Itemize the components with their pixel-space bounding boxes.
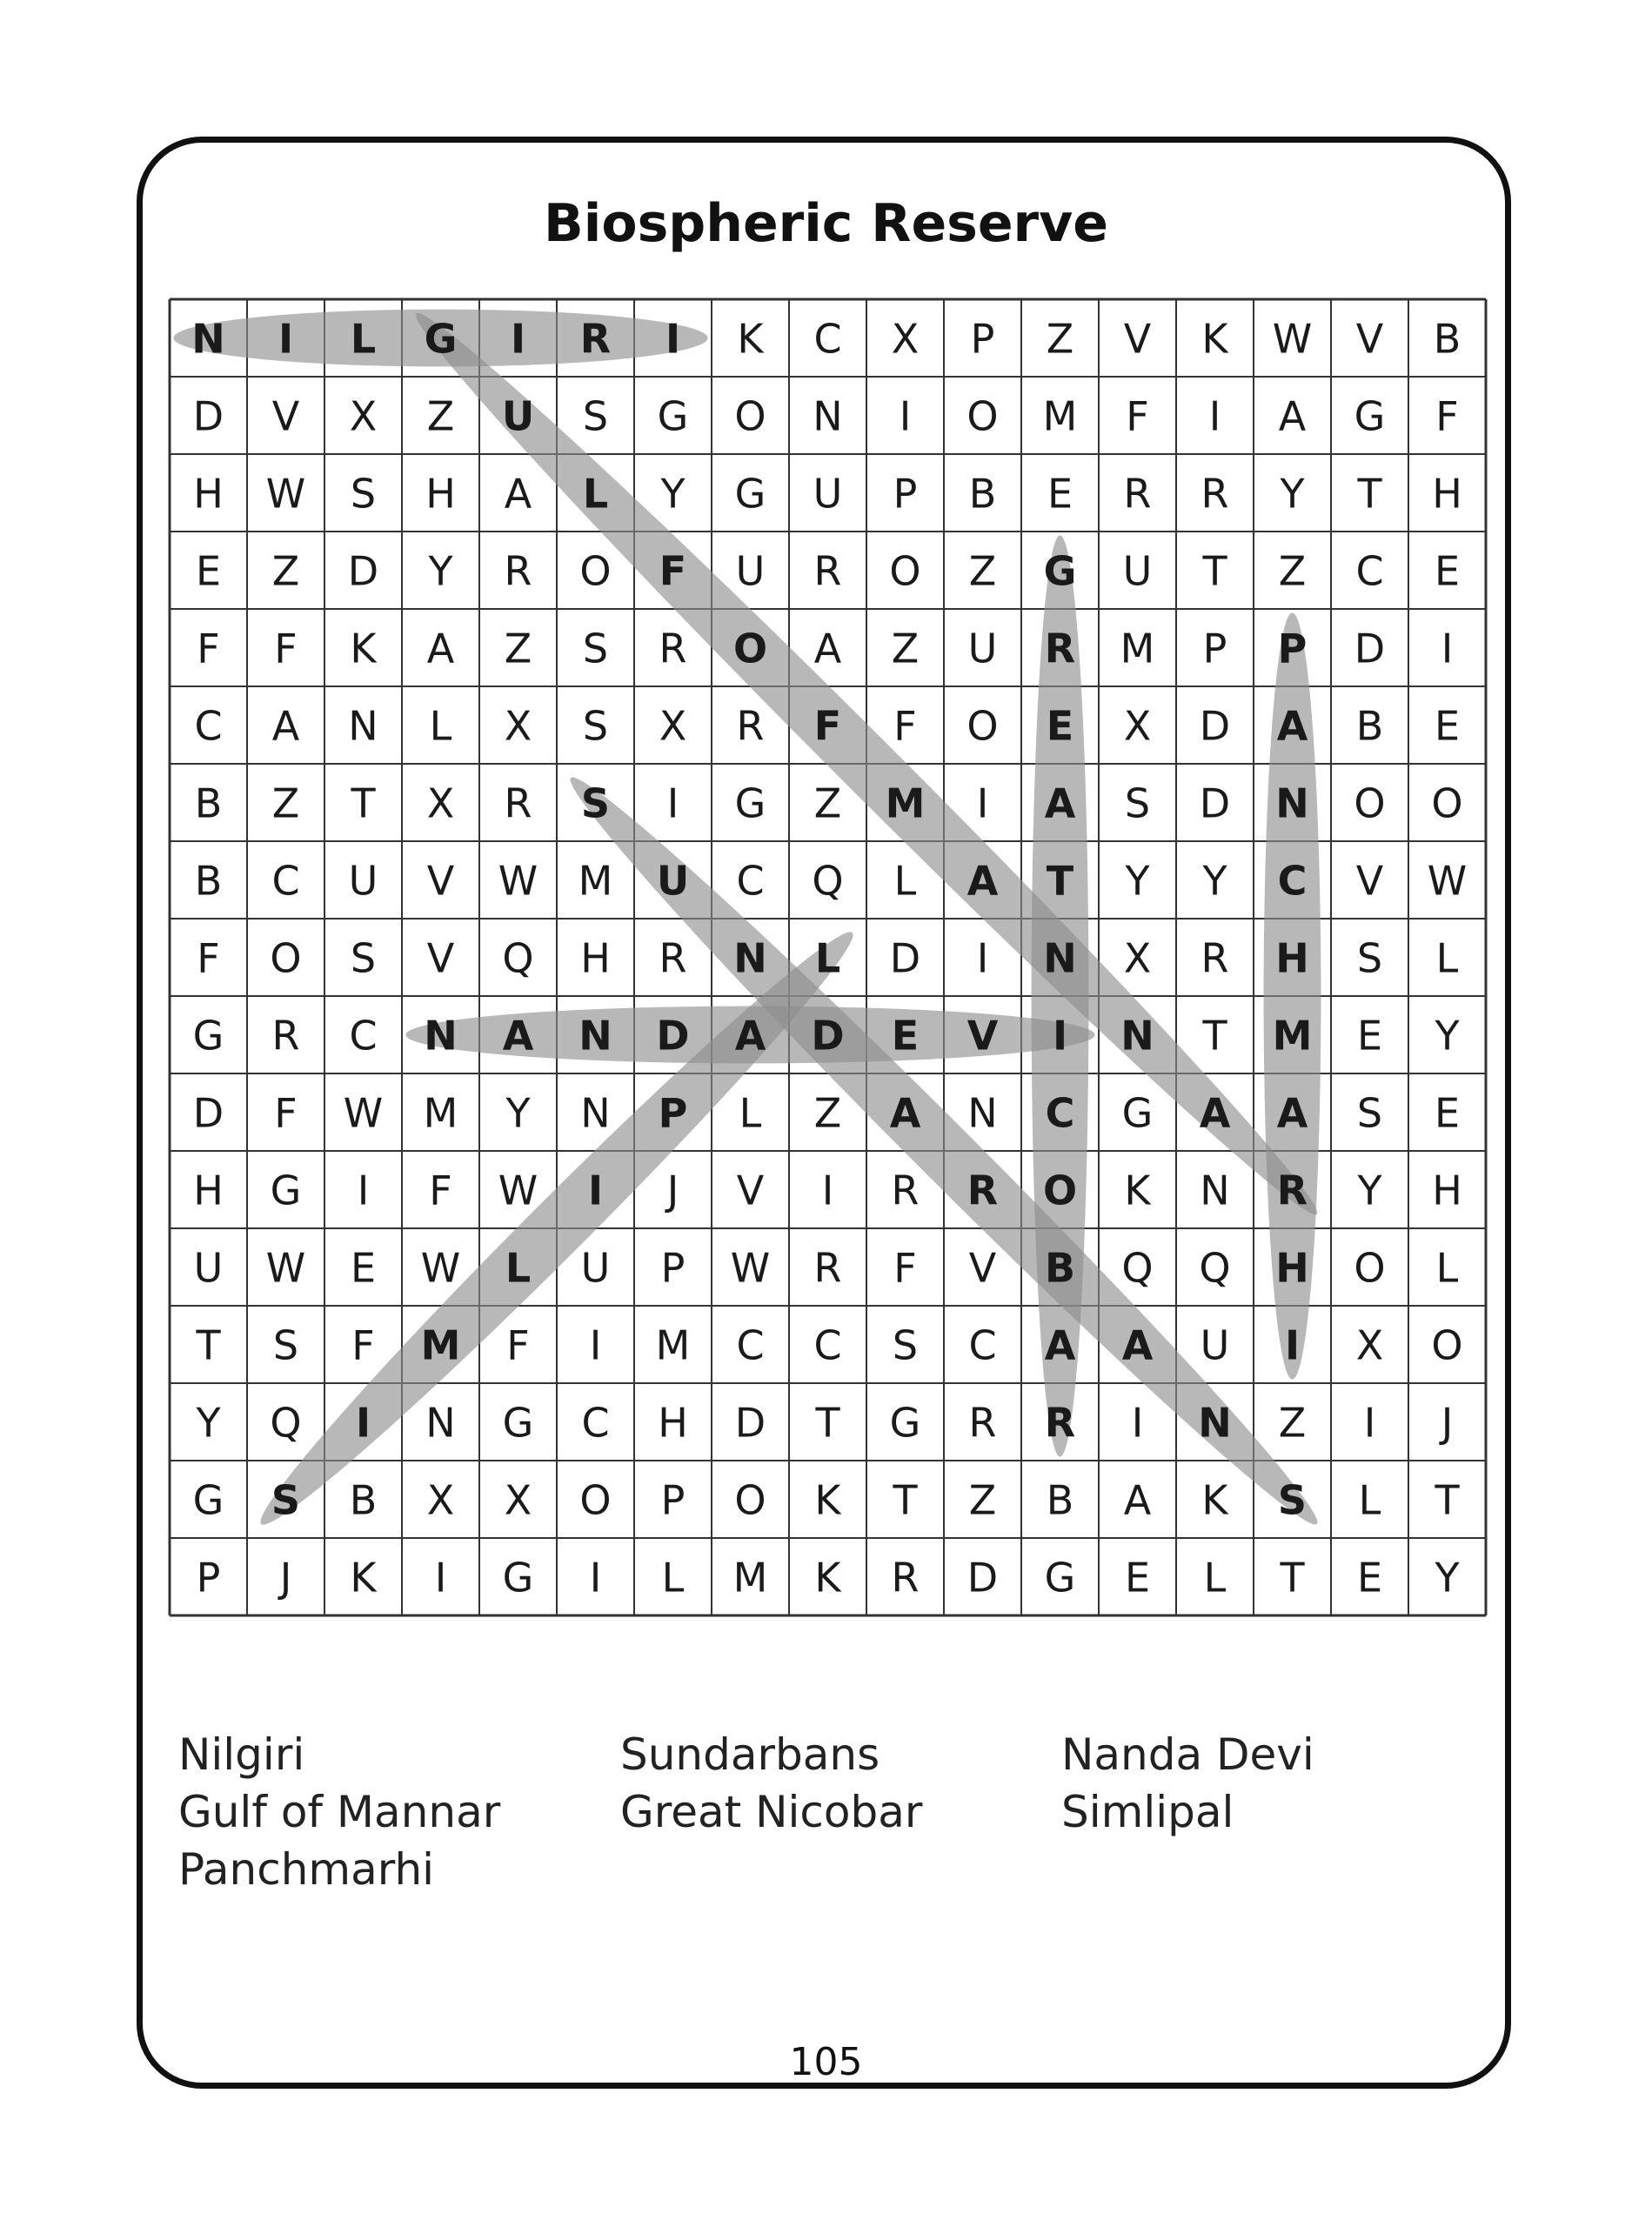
grid-cell[interactable]: B [1433,315,1461,363]
grid-cell[interactable]: I [355,1399,371,1447]
grid-cell[interactable]: U [501,392,535,440]
grid-cell[interactable]: T [1435,1476,1460,1524]
grid-cell[interactable]: N [1043,934,1077,982]
grid-cell[interactable]: A [1199,1089,1231,1137]
grid-cell[interactable]: K [350,1554,377,1602]
grid-cell[interactable]: D [192,1089,224,1137]
grid-cell[interactable]: O [732,625,768,672]
grid-cell[interactable]: Y [1202,857,1227,905]
grid-cell[interactable]: F [893,702,917,750]
grid-cell[interactable]: R [579,315,612,363]
grid-cell[interactable]: P [196,1554,221,1602]
grid-cell[interactable]: G [1354,392,1386,440]
grid-cell[interactable]: O [966,392,999,440]
grid-cell[interactable]: H [1432,470,1462,518]
grid-cell[interactable]: W [265,1244,306,1292]
grid-cell[interactable]: G [734,470,766,518]
grid-cell[interactable]: X [504,1476,532,1524]
word-list-item: Nilgiri [178,1729,305,1780]
grid-cell[interactable]: I [1363,1399,1376,1447]
grid-cell[interactable]: W [265,470,306,518]
grid-cell[interactable]: U [656,857,690,905]
grid-cell[interactable]: D [1354,625,1386,672]
grid-cell[interactable]: I [589,1321,602,1369]
grid-cell[interactable]: A [271,702,300,750]
grid-cell[interactable]: T [1202,547,1227,595]
grid-cell[interactable]: D [1199,779,1231,827]
grid-cell[interactable]: X [659,702,687,750]
grid-cell[interactable]: Y [660,470,686,518]
grid-cell[interactable]: E [1356,1012,1383,1060]
grid-cell[interactable]: V [968,1244,997,1292]
word-list [178,1729,1518,1912]
grid-cell[interactable]: F [197,934,220,982]
grid-cell[interactable]: M [1120,625,1155,672]
grid-cell[interactable]: Y [1435,1554,1460,1602]
grid-cell[interactable]: R [1201,934,1229,982]
grid-cell[interactable]: W [498,857,538,905]
grid-cell[interactable]: V [966,1012,999,1060]
grid-cell[interactable]: O [1042,1167,1078,1214]
grid-cell[interactable]: C [349,1012,378,1060]
grid-cell[interactable]: D [889,934,921,982]
grid-cell[interactable]: N [1198,1399,1232,1447]
grid-cell[interactable]: E [1047,470,1073,518]
grid-cell[interactable]: U [193,1244,224,1292]
grid-cell[interactable]: Y [505,1089,531,1137]
grid-cell[interactable]: I [976,934,989,982]
grid-cell[interactable]: K [1201,1476,1228,1524]
grid-cell[interactable]: N [1120,1012,1154,1060]
grid-cell[interactable]: S [350,934,377,982]
grid-cell[interactable]: X [1355,1321,1384,1369]
grid-cell[interactable]: N [424,1012,458,1060]
grid-cell[interactable]: M [885,779,926,827]
grid-cell[interactable]: D [1199,702,1231,750]
grid-cell[interactable]: W [1427,857,1468,905]
grid-cell[interactable]: I [665,315,681,363]
grid-cell[interactable]: S [1277,1476,1308,1524]
grid-cell[interactable]: W [498,1167,538,1214]
grid-cell[interactable]: G [889,1399,921,1447]
grid-cell[interactable]: T [1202,1012,1227,1060]
grid-cell[interactable]: G [192,1476,224,1524]
grid-cell[interactable]: Z [1278,1399,1307,1447]
grid-cell[interactable]: G [734,779,766,827]
grid-cell[interactable]: M [578,857,613,905]
grid-cell[interactable]: C [1355,547,1384,595]
grid-cell[interactable]: K [814,1554,841,1602]
grid-cell[interactable]: P [658,1089,688,1137]
grid-cell[interactable]: C [968,1321,997,1369]
grid-cell[interactable]: P [1202,625,1227,672]
grid-cell[interactable]: H [193,470,224,518]
grid-cell[interactable]: X [426,1476,455,1524]
grid-cell[interactable]: R [736,702,765,750]
grid-cell[interactable]: I [1284,1321,1301,1369]
grid-cell[interactable]: S [350,470,377,518]
grid-cell[interactable]: R [659,625,687,672]
grid-cell[interactable]: D [192,392,224,440]
grid-cell[interactable]: M [1042,392,1078,440]
grid-cell[interactable]: N [579,1012,612,1060]
grid-cell[interactable]: U [1122,547,1153,595]
grid-cell[interactable]: H [193,1167,224,1214]
grid-cell[interactable]: R [659,934,687,982]
grid-cell[interactable]: L [429,702,452,750]
grid-cell[interactable]: X [349,392,378,440]
grid-cell[interactable]: R [891,1554,920,1602]
grid-cell[interactable]: A [502,1012,534,1060]
grid-cell[interactable]: Y [428,547,453,595]
grid-cell[interactable]: L [1203,1554,1227,1602]
grid-cell[interactable]: O [270,934,302,982]
grid-cell[interactable]: F [1126,392,1149,440]
grid-cell[interactable]: L [350,315,377,363]
grid-cell[interactable]: C [813,1321,842,1369]
grid-cell[interactable]: Y [1125,857,1150,905]
grid-cell[interactable]: A [966,857,999,905]
grid-cell[interactable]: J [1441,1399,1454,1447]
grid-cell[interactable]: C [194,702,223,750]
grid-cell[interactable]: P [893,470,918,518]
grid-cell[interactable]: R [1123,470,1152,518]
grid-cell[interactable]: E [891,1012,920,1060]
grid-cell[interactable]: C [271,857,300,905]
grid-cell[interactable]: I [821,1167,834,1214]
grid-cell[interactable]: R [891,1167,920,1214]
grid-cell[interactable]: A [1044,779,1076,827]
grid-cell[interactable]: C [813,315,842,363]
grid-cell[interactable]: A [1121,1321,1154,1369]
grid-cell[interactable]: O [579,1476,612,1524]
grid-cell[interactable]: E [350,1244,377,1292]
grid-cell[interactable]: I [278,315,294,363]
grid-cell[interactable]: N [1275,779,1309,827]
grid-cell[interactable]: B [1046,1476,1074,1524]
grid-cell[interactable]: L [505,1244,532,1292]
grid-cell[interactable]: U [348,857,378,905]
grid-cell[interactable]: F [274,1089,298,1137]
grid-cell[interactable]: N [1200,1167,1230,1214]
grid-cell[interactable]: E [1434,702,1461,750]
grid-cell[interactable]: R [504,547,532,595]
word-list-item: Gulf of Mannar [178,1787,501,1837]
grid-cell[interactable]: E [1434,547,1461,595]
grid-cell[interactable]: O [889,547,921,595]
grid-cell[interactable]: V [426,934,455,982]
grid-cell[interactable]: S [582,702,609,750]
grid-cell[interactable]: G [502,1399,534,1447]
grid-cell[interactable]: Z [1046,315,1074,363]
grid-cell[interactable]: G [1044,1554,1076,1602]
grid-cell[interactable]: J [279,1554,292,1602]
puzzle-title: Biospheric Reserve [544,193,1108,254]
grid-cell[interactable]: A [813,625,842,672]
grid-cell[interactable]: L [1435,934,1459,982]
grid-cell[interactable]: V [271,392,300,440]
grid-cell[interactable]: K [1201,315,1228,363]
grid-cell[interactable]: Q [1121,1244,1154,1292]
grid-cell[interactable]: A [1123,1476,1152,1524]
grid-cell[interactable]: T [815,1399,840,1447]
grid-cell[interactable]: N [580,1089,611,1137]
grid-cell[interactable]: O [1431,1321,1463,1369]
grid-cell[interactable]: G [657,392,689,440]
grid-cell[interactable]: X [1123,702,1152,750]
grid-cell[interactable]: E [1434,1089,1461,1137]
grid-cell[interactable]: J [666,1167,679,1214]
grid-cell[interactable]: C [1277,857,1308,905]
grid-cell[interactable]: A [1276,702,1308,750]
grid-cell[interactable]: A [426,625,455,672]
grid-cell[interactable]: H [1275,1244,1309,1292]
grid-cell[interactable]: L [893,857,917,905]
grid-cell[interactable]: V [736,1167,765,1214]
grid-cell[interactable]: I [434,1554,447,1602]
grid-cell[interactable]: F [659,547,687,595]
grid-cell[interactable]: B [968,470,997,518]
grid-cell[interactable]: P [660,1244,686,1292]
grid-cell[interactable]: D [347,547,379,595]
grid-cell[interactable]: Z [968,1476,997,1524]
grid-cell[interactable]: H [1432,1167,1462,1214]
grid-cell[interactable]: B [194,779,223,827]
grid-cell[interactable]: L [814,934,841,982]
grid-cell[interactable]: M [655,1321,691,1369]
grid-cell[interactable]: B [349,1476,378,1524]
grid-cell[interactable]: O [1431,779,1463,827]
grid-cell[interactable]: O [966,702,999,750]
grid-cell[interactable]: V [1355,315,1384,363]
grid-cell[interactable]: W [420,1244,461,1292]
grid-cell[interactable]: L [1358,1476,1381,1524]
grid-cell[interactable]: Z [1278,547,1307,595]
grid-cell[interactable]: R [1201,470,1229,518]
grid-cell[interactable]: I [589,1554,602,1602]
grid-cell[interactable]: Z [813,779,842,827]
grid-cell[interactable]: I [510,315,526,363]
grid-cell[interactable]: N [733,934,767,982]
grid-cell[interactable]: I [1131,1399,1144,1447]
grid-cell[interactable]: K [814,1476,841,1524]
grid-cell[interactable]: H [425,470,456,518]
grid-cell[interactable]: K [1124,1167,1151,1214]
grid-cell[interactable]: R [1276,1167,1308,1214]
grid-cell[interactable]: S [272,1321,299,1369]
grid-cell[interactable]: U [1200,1321,1230,1369]
grid-cell[interactable]: B [194,857,223,905]
grid-cell[interactable]: K [737,315,764,363]
grid-cell[interactable]: Y [1357,1167,1382,1214]
grid-cell[interactable]: B [1355,702,1384,750]
grid-cell[interactable]: R [968,1399,997,1447]
grid-cell[interactable]: Y [1435,1012,1460,1060]
grid-cell[interactable]: P [970,315,995,363]
grid-cell[interactable]: Y [196,1399,221,1447]
grid-cell[interactable]: U [580,1244,611,1292]
grid-cell[interactable]: D [734,1399,766,1447]
grid-cell[interactable]: R [966,1167,999,1214]
grid-cell[interactable]: L [582,470,609,518]
grid-cell[interactable]: R [813,1244,842,1292]
grid-cell[interactable]: F [1435,392,1459,440]
grid-cell[interactable]: N [191,315,225,363]
grid-cell[interactable]: T [893,1476,918,1524]
grid-cell[interactable]: S [271,1476,301,1524]
grid-cell[interactable]: W [730,1244,771,1292]
grid-cell[interactable]: H [658,1399,688,1447]
grid-cell[interactable]: A [889,1089,921,1137]
word-list-item: Great Nicobar [620,1787,923,1837]
grid-cell[interactable]: X [1123,934,1152,982]
grid-cell[interactable]: O [579,547,612,595]
grid-cell[interactable]: E [195,547,222,595]
grid-cell[interactable]: F [197,625,220,672]
grid-cell[interactable]: G [424,315,458,363]
grid-cell[interactable]: I [899,392,912,440]
grid-cell[interactable]: U [735,547,766,595]
grid-cell[interactable]: S [580,779,611,827]
grid-cell[interactable]: F [274,625,298,672]
grid-cell[interactable]: Z [271,779,300,827]
grid-cell[interactable]: Z [813,1089,842,1137]
grid-cell[interactable]: Q [502,934,534,982]
grid-cell[interactable]: K [350,625,377,672]
grid-cell[interactable]: T [196,1321,221,1369]
grid-cell[interactable]: E [1046,702,1074,750]
grid-cell[interactable]: R [1044,625,1076,672]
grid-cell[interactable]: D [966,1554,999,1602]
grid-cell[interactable]: T [1280,1554,1305,1602]
grid-cell[interactable]: N [348,702,378,750]
grid-cell[interactable]: L [739,1089,762,1137]
grid-cell[interactable]: Q [270,1399,302,1447]
grid-cell[interactable]: C [736,857,765,905]
grid-cell[interactable]: O [734,392,766,440]
grid-cell[interactable]: R [1044,1399,1076,1447]
grid-cell[interactable]: S [582,625,609,672]
grid-cell[interactable]: C [1045,1089,1075,1137]
grid-cell[interactable]: S [1356,1089,1383,1137]
grid-cell[interactable]: S [1124,779,1151,827]
grid-cell[interactable]: A [1044,1321,1076,1369]
grid-cell[interactable]: P [660,1476,686,1524]
grid-cell[interactable]: A [504,470,532,518]
grid-cell[interactable]: B [1044,1244,1076,1292]
grid-cell[interactable]: O [1354,779,1386,827]
grid-cell[interactable]: I [1052,1012,1068,1060]
grid-cell[interactable]: X [426,779,455,827]
page-number: 105 [789,2040,863,2084]
grid-cell[interactable]: N [813,392,843,440]
grid-cell[interactable]: A [1278,392,1307,440]
grid-cell[interactable]: W [1272,315,1313,363]
grid-cell[interactable]: F [351,1321,375,1369]
grid-cell[interactable]: R [271,1012,300,1060]
grid-cell[interactable]: X [891,315,920,363]
grid-cell[interactable]: F [893,1244,917,1292]
grid-cell[interactable]: U [967,625,998,672]
grid-cell[interactable]: I [1208,392,1221,440]
grid-cell[interactable]: H [1275,934,1309,982]
grid-cell[interactable]: R [813,547,842,595]
grid-cell[interactable]: A [1276,1089,1308,1137]
grid-cell[interactable]: G [1043,547,1077,595]
grid-cell[interactable]: A [734,1012,766,1060]
grid-cell[interactable]: G [192,1012,224,1060]
grid-cell[interactable]: T [1357,470,1382,518]
grid-cell[interactable]: V [426,857,455,905]
grid-cell[interactable]: U [813,470,843,518]
grid-cell[interactable]: T [351,779,376,827]
grid-cell[interactable]: E [1124,1554,1151,1602]
grid-cell[interactable]: I [1441,625,1454,672]
grid-cell[interactable]: F [506,1321,530,1369]
grid-cell[interactable]: M [1272,1012,1313,1060]
grid-cell[interactable]: S [892,1321,919,1369]
grid-cell[interactable]: F [429,1167,452,1214]
grid-cell[interactable]: I [666,779,679,827]
word-list-item: Sundarbans [620,1729,880,1780]
grid-cell[interactable]: V [1123,315,1152,363]
word-list-item: Nanda Devi [1061,1729,1314,1780]
grid-cell[interactable]: G [1121,1089,1154,1137]
grid-cell[interactable]: M [423,1089,458,1137]
grid-cell[interactable]: D [656,1012,690,1060]
grid-cell[interactable]: V [1355,857,1384,905]
grid-cell[interactable]: G [502,1554,534,1602]
grid-cell[interactable]: Y [1280,470,1305,518]
grid-cell[interactable]: G [270,1167,302,1214]
grid-cell[interactable]: Z [426,392,455,440]
grid-cell[interactable]: L [1435,1244,1459,1292]
word-list-item: Simlipal [1061,1787,1234,1837]
grid-cell[interactable]: C [736,1321,765,1369]
grid-cell[interactable]: F [813,702,842,750]
grid-cell[interactable]: P [1277,625,1308,672]
grid-cell[interactable]: M [732,1554,768,1602]
grid-cell[interactable]: R [504,779,532,827]
grid-cell[interactable]: I [587,1167,604,1214]
grid-cell[interactable]: T [1046,857,1074,905]
grid-cell[interactable]: H [580,934,611,982]
grid-cell[interactable]: Q [1199,1244,1231,1292]
grid-cell[interactable]: Z [271,547,300,595]
grid-cell[interactable]: Z [504,625,532,672]
grid-cell[interactable]: I [357,1167,370,1214]
grid-cell[interactable]: L [661,1554,685,1602]
word-list-item: Panchmarhi [178,1844,435,1895]
grid-cell[interactable]: X [504,702,532,750]
grid-cell[interactable]: O [1354,1244,1386,1292]
grid-cell[interactable]: C [581,1399,610,1447]
grid-cell[interactable]: N [425,1399,456,1447]
grid-cell[interactable]: S [582,392,609,440]
grid-cell[interactable]: M [420,1321,461,1369]
grid-cell[interactable]: S [1356,934,1383,982]
grid-cell[interactable]: Q [812,857,844,905]
grid-cell[interactable]: Z [968,547,997,595]
grid-cell[interactable]: E [1356,1554,1383,1602]
grid-cell[interactable]: O [734,1476,766,1524]
grid-cell[interactable]: Z [891,625,920,672]
grid-cell[interactable]: I [976,779,989,827]
grid-cell[interactable]: D [811,1012,845,1060]
grid-cell[interactable]: N [967,1089,998,1137]
grid-cell[interactable]: W [343,1089,384,1137]
